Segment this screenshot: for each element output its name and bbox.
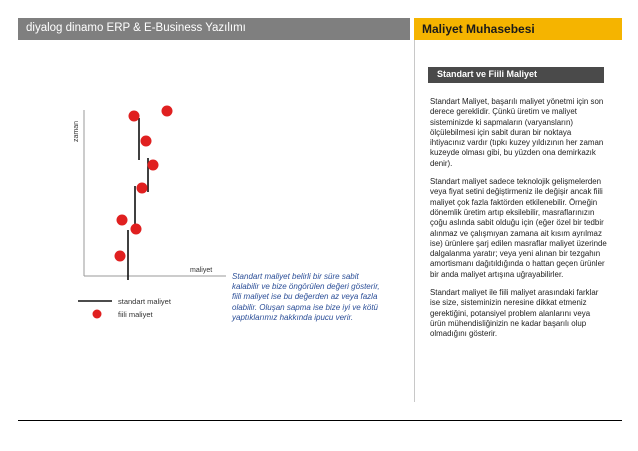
header-app-title-bar <box>18 18 410 40</box>
app-title: diyalog dinamo ERP & E-Business Yazılımı <box>26 22 246 34</box>
header-topic-bar <box>414 18 622 40</box>
actual-cost-dot <box>148 160 159 171</box>
actual-cost-dot <box>129 111 140 122</box>
actual-cost-dot <box>137 183 148 194</box>
footer-rule <box>18 420 622 421</box>
actual-cost-dot <box>162 106 173 117</box>
legend-actual-label: fiili maliyet <box>118 310 153 319</box>
actual-cost-dot <box>117 215 128 226</box>
legend-standard-label: standart maliyet <box>118 297 171 306</box>
column-divider <box>414 40 415 402</box>
legend-actual-swatch <box>93 310 102 319</box>
section-title: Standart ve Fiili Maliyet <box>437 69 538 79</box>
x-axis-label: maliyet <box>190 267 213 274</box>
actual-cost-dot <box>141 136 152 147</box>
y-axis-label: zaman <box>73 120 80 142</box>
topic-title: Maliyet Muhasebesi <box>422 22 535 36</box>
diagram-caption: Standart maliyet belirli bir süre sabit kalabilir ve bize öngörülen değeri gösterir, fiili maliyet ise bu değerden az veya fazla olabilir. Oluşan sapma ise bize iyi ve kötü yaptıklarımız hakkında ipucu verir. <box>232 272 380 322</box>
actual-cost-dot <box>115 251 126 262</box>
body-paragraph: Standart maliyet sadece teknolojik gelişmelerden veya fiyat setini değiştirmeniz ile değişir ancak fiili maliyet çok fazla faktörden etkilenebilir. Örneğin dönemlik üretim artıp eksilebilir, masraflarınızın çoğu aslında sabit olduğu için (eğer özel bir tedbir alınmaz ve çalışmıyan zamana ait kısım ayrılmaz ise) ürünlere şarj edilen masraflar maliyet üzerinde dalgalanma yaratır; veya yeni alınan bir tezgahın amortismanı dağıtıldığında o hattan geçen ürünler bir anda maliyet artışına uğrayabilirler. <box>430 177 607 279</box>
section-title-bar <box>428 67 604 83</box>
body-paragraph: Standart Maliyet, başarılı maliyet yönetmi için son derece gereklidir. Çünkü üretim ve maliyet sisteminizde ki sapmaların (varyansların) ölçülebilmesi için sabit duran bir noktaya ihtiyacınız vardır (tıpkı kuzey yıldızının her zaman kuzeyde olması gibi, bu yüzden ona demirkazık denir). <box>430 97 604 168</box>
body-paragraph: Standart maliyet ile fiili maliyet arasındaki farklar ise size, sisteminizin neresine dikkat etmeniz gerektiğini, potansiyel problem alanlarını veya ürün mühendisliğinizin ne kadar başarılı olup olmadığını gösterir. <box>430 288 599 339</box>
diagram-plot <box>60 90 240 330</box>
actual-cost-dot <box>131 224 142 235</box>
section-body <box>430 97 608 348</box>
